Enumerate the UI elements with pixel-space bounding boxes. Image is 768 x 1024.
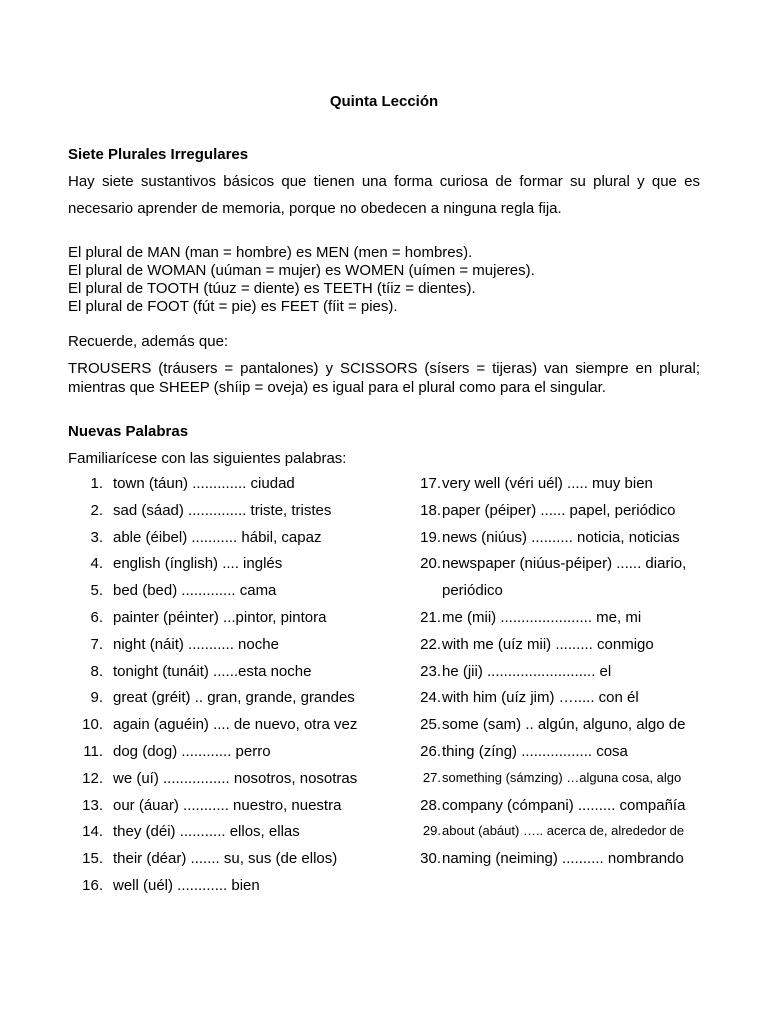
vocabulary-item-number: 4.: [90, 555, 103, 573]
vocabulary-item-number: 13.: [82, 796, 103, 814]
remember-label: Recuerde, además que:: [68, 333, 229, 350]
vocabulary-item-number: 11.: [83, 743, 103, 760]
vocabulary-item-text: well (uél) ............ bien: [113, 877, 260, 894]
vocabulary-item-text: night (náit) ........... noche: [113, 635, 279, 653]
note-line-1: TROUSERS (tráusers = pantalones) y SCISSORS (sísers = tijeras) van siempre en plural;: [68, 360, 700, 377]
vocabulary-item-text: bed (bed) ............. cama: [113, 582, 277, 600]
vocabulary-item-number: 3.: [90, 528, 103, 546]
plural-rule-tooth: El plural de TOOTH (túuz = diente) es TEETH (tíiz = dientes).: [68, 280, 476, 297]
plural-rule-man: El plural de MAN (man = hombre) es MEN (men = hombres).: [68, 244, 473, 261]
note-line-2: mientras que SHEEP (shíip = oveja) es igual para el plural como para el singular.: [68, 379, 606, 396]
vocabulary-item-text: sad (sáad) .............. triste, tristes: [113, 501, 332, 519]
vocabulary-item-text: thing (zíng) ................. cosa: [442, 743, 628, 760]
intro-paragraph-line-1: Hay siete sustantivos básicos que tienen una forma curiosa de formar su plural y que es: [68, 173, 700, 190]
vocabulary-item-number: 14.: [82, 823, 103, 841]
vocabulary-item-number: 30.: [420, 850, 441, 868]
vocabulary-item-text: some (sam) .. algún, alguno, algo de: [442, 716, 686, 734]
vocabulary-item-text: we (uí) ................ nosotros, nosotras: [113, 769, 358, 787]
vocabulary-item-text: they (déi) ........... ellos, ellas: [113, 823, 300, 841]
vocabulary-item-number: 6.: [90, 609, 103, 626]
vocabulary-item-number: 25.: [420, 716, 441, 734]
vocabulary-item-number: 17.: [420, 475, 441, 492]
vocabulary-item-number: 20.: [420, 555, 441, 573]
vocabulary-item-number: 23.: [420, 662, 441, 680]
vocabulary-item-text: paper (péiper) ...... papel, periódico: [442, 501, 676, 519]
vocabulary-item-number: 5.: [90, 582, 103, 600]
vocabulary-item-text: about (abáut) ….. acerca de, alrededor de: [442, 823, 685, 839]
vocabulary-item-number: 24.: [420, 689, 441, 707]
vocabulary-item-text: their (déar) ....... su, sus (de ellos): [113, 850, 338, 868]
vocabulary-item-text: naming (neiming) .......... nombrando: [442, 850, 684, 868]
vocabulary-item-text: painter (péinter) ...pintor, pintora: [113, 609, 327, 626]
vocabulary-item-number: 29.: [422, 823, 441, 839]
vocabulary-item-number: 1.: [90, 475, 103, 492]
section-heading-plurals: Siete Plurales Irregulares: [68, 146, 249, 163]
vocabulary-item-number: 10.: [82, 716, 103, 734]
vocabulary-item-text: again (aguéin) .... de nuevo, otra vez: [113, 716, 358, 734]
vocabulary-item-text: me (mii) ...................... me, mi: [442, 609, 642, 626]
vocabulary-item-text: periódico: [442, 582, 503, 600]
vocabulary-item-text: dog (dog) ............ perro: [113, 743, 271, 760]
vocabulary-item-text: tonight (tunáit) ......esta noche: [113, 662, 312, 680]
vocabulary-item-text: great (gréit) .. gran, grande, grandes: [113, 689, 355, 707]
vocabulary-item-text: he (jii) .......................... el: [442, 662, 612, 680]
vocabulary-item-text: able (éibel) ........... hábil, capaz: [113, 528, 322, 546]
vocabulary-item-number: 9.: [90, 689, 103, 707]
vocabulary-item-number: 27.: [422, 769, 441, 785]
page-title: Quinta Lección: [329, 93, 439, 110]
vocabulary-item-text: very well (véri uél) ..... muy bien: [442, 475, 653, 492]
vocabulary-item-number: 19.: [420, 528, 441, 546]
vocabulary-item-number: 28.: [420, 796, 441, 814]
vocabulary-item-text: our (áuar) ........... nuestro, nuestra: [113, 796, 342, 814]
section-heading-new-words: Nuevas Palabras: [68, 423, 189, 440]
vocabulary-item-text: english (ínglish) .... inglés: [113, 555, 283, 573]
vocabulary-item-text: company (cómpani) ......... compañía: [442, 796, 686, 814]
vocabulary-item-number: 16.: [82, 877, 103, 894]
vocabulary-item-number: 22.: [420, 635, 441, 653]
vocabulary-item-text: something (sámzing) …alguna cosa, algo: [442, 769, 682, 785]
plural-rule-foot: El plural de FOOT (fút = pie) es FEET (fíit = pies).: [68, 298, 398, 315]
plural-rule-woman: El plural de WOMAN (uúman = mujer) es WOMEN (uímen = mujeres).: [68, 262, 535, 279]
vocabulary-item-number: 26.: [420, 743, 441, 760]
vocabulary-item-text: town (táun) ............. ciudad: [113, 475, 295, 492]
vocabulary-item-number: 21.: [420, 609, 441, 626]
vocabulary-item-number: 2.: [90, 501, 103, 519]
vocabulary-item-number: 7.: [90, 635, 103, 653]
vocabulary-item-text: with me (uíz mii) ......... conmigo: [442, 635, 654, 653]
vocabulary-item-number: 12.: [82, 769, 103, 787]
vocabulary-item-number: 18.: [420, 501, 441, 519]
vocabulary-item-number: 8.: [90, 662, 103, 680]
vocabulary-intro: Familiarícese con las siguientes palabras:: [68, 450, 347, 467]
vocabulary-item-text: newspaper (niúus-péiper) ...... diario,: [442, 555, 687, 573]
vocabulary-item-text: with him (uíz jim) …..... con él: [442, 689, 639, 707]
vocabulary-item-number: 15.: [82, 850, 103, 868]
intro-paragraph-line-2: necesario aprender de memoria, porque no obedecen a ninguna regla fija.: [68, 200, 562, 217]
vocabulary-item-text: news (niúus) .......... noticia, noticias: [442, 528, 680, 546]
